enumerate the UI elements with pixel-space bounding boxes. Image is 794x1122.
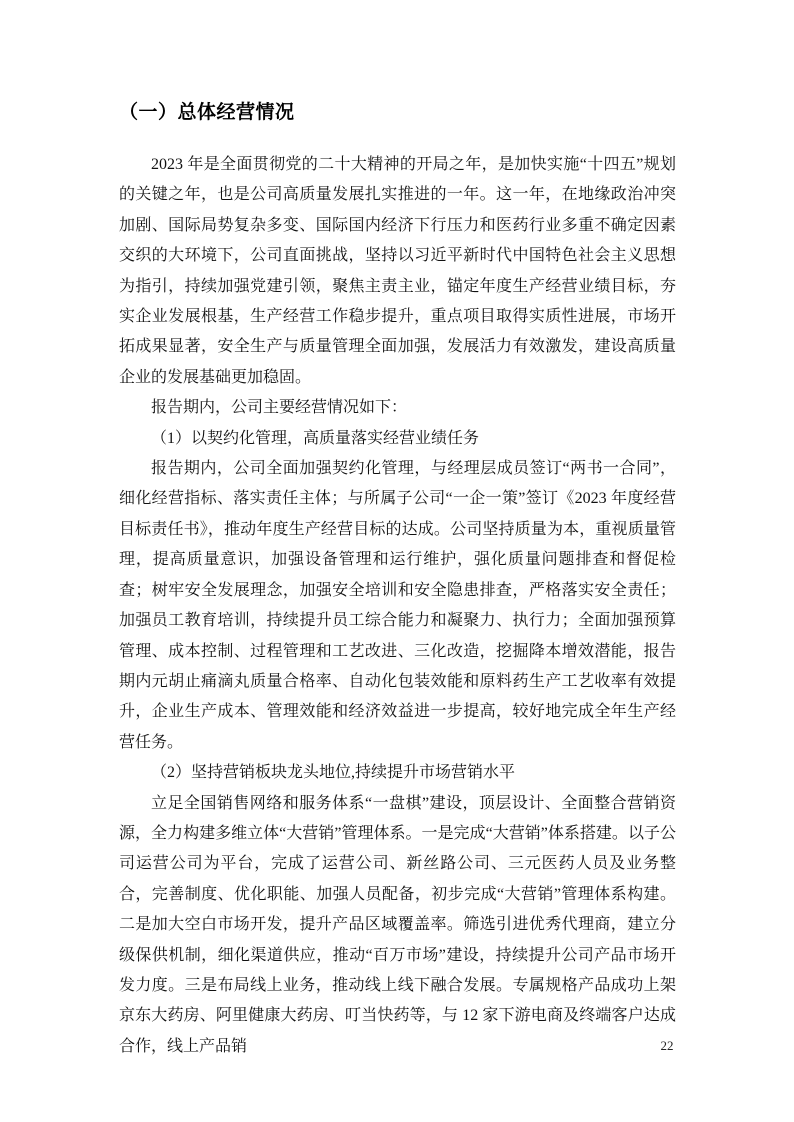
document-body — [119, 150, 676, 1062]
paragraph-subheading: （1）以契约化管理，高质量落实经营业绩任务 — [151, 429, 480, 447]
paragraph: 立足全国销售网络和服务体系“一盘棋”建设，顶层设计、全面整合营销资源，全力构建多维立体“大营销”管理体系。一是完成“大营销”体系搭建。以子公司运营公司为平台，完成了运营公司、新丝路公司、三元医药人员及业务整合，完善制度、优化职能、加强人员配备，初步完成“大营销”管理体系构建。二是加大空白市场开发，提升产品区域覆盖率。筛选引进优秀代理商，建立分级保供机制，细化渠道供应，推动“百万市场”建设，持续提升公司产品市场开发力度。三是布局线上业务，推动线上线下融合发展。专属规格产品成功上架京东大药房、阿里健康大药房、叮当快药等，与 12 家下游电商及终端客户达成合作，线上产品销 — [119, 794, 676, 1055]
paragraph: 报告期内，公司全面加强契约化管理，与经理层成员签订“两书一合同”，细化经营指标、落实责任主体；与所属子公司“一企一策”签订《2023 年度经营目标责任书》，推动年度生产经营目标的达成。公司坚持质量为本，重视质量管理，提高质量意识，加强设备管理和运行维护，强化质量问题排查和督促检查；树牢安全发展理念，加强安全培训和安全隐患排查，严格落实安全责任；加强员工教育培训，持续提升员工综合能力和凝聚力、执行力；全面加强预算管理、成本控制、过程管理和工艺改进、三化改造，挖掘降本增效潜能，报告期内元胡止痛滴丸质量合格率、自动化包装效能和原料药生产工艺收率有效提升，企业生产成本、管理效能和经济效益进一步提高，较好地完成全年生产经营任务。 — [119, 460, 676, 751]
paragraph: 2023 年是全面贯彻党的二十大精神的开局之年，是加快实施“十四五”规划的关键之年，也是公司高质量发展扎实推进的一年。这一年，在地缘政治冲突加剧、国际局势复杂多变、国际国内经济下行压力和医药行业多重不确定因素交织的大环境下，公司直面挑战，坚持以习近平新时代中国特色社会主义思想为指引，持续加强党建引领，聚焦主责主业，锚定年度生产经营业绩目标，夯实企业发展根基，生产经营工作稳步提升，重点项目取得实质性进展，市场开拓成果显著，安全生产与质量管理全面加强，发展活力有效激发，建设高质量企业的发展基础更加稳固。 — [119, 156, 676, 386]
paragraph-subheading: （2）坚持营销板块龙头地位,持续提升市场营销水平 — [151, 764, 516, 782]
section-heading: （一）总体经营情况 — [119, 102, 295, 123]
page-number: 22 — [660, 1038, 674, 1053]
document-content — [119, 100, 676, 1062]
paragraph: 报告期内，公司主要经营情况如下： — [151, 399, 408, 417]
